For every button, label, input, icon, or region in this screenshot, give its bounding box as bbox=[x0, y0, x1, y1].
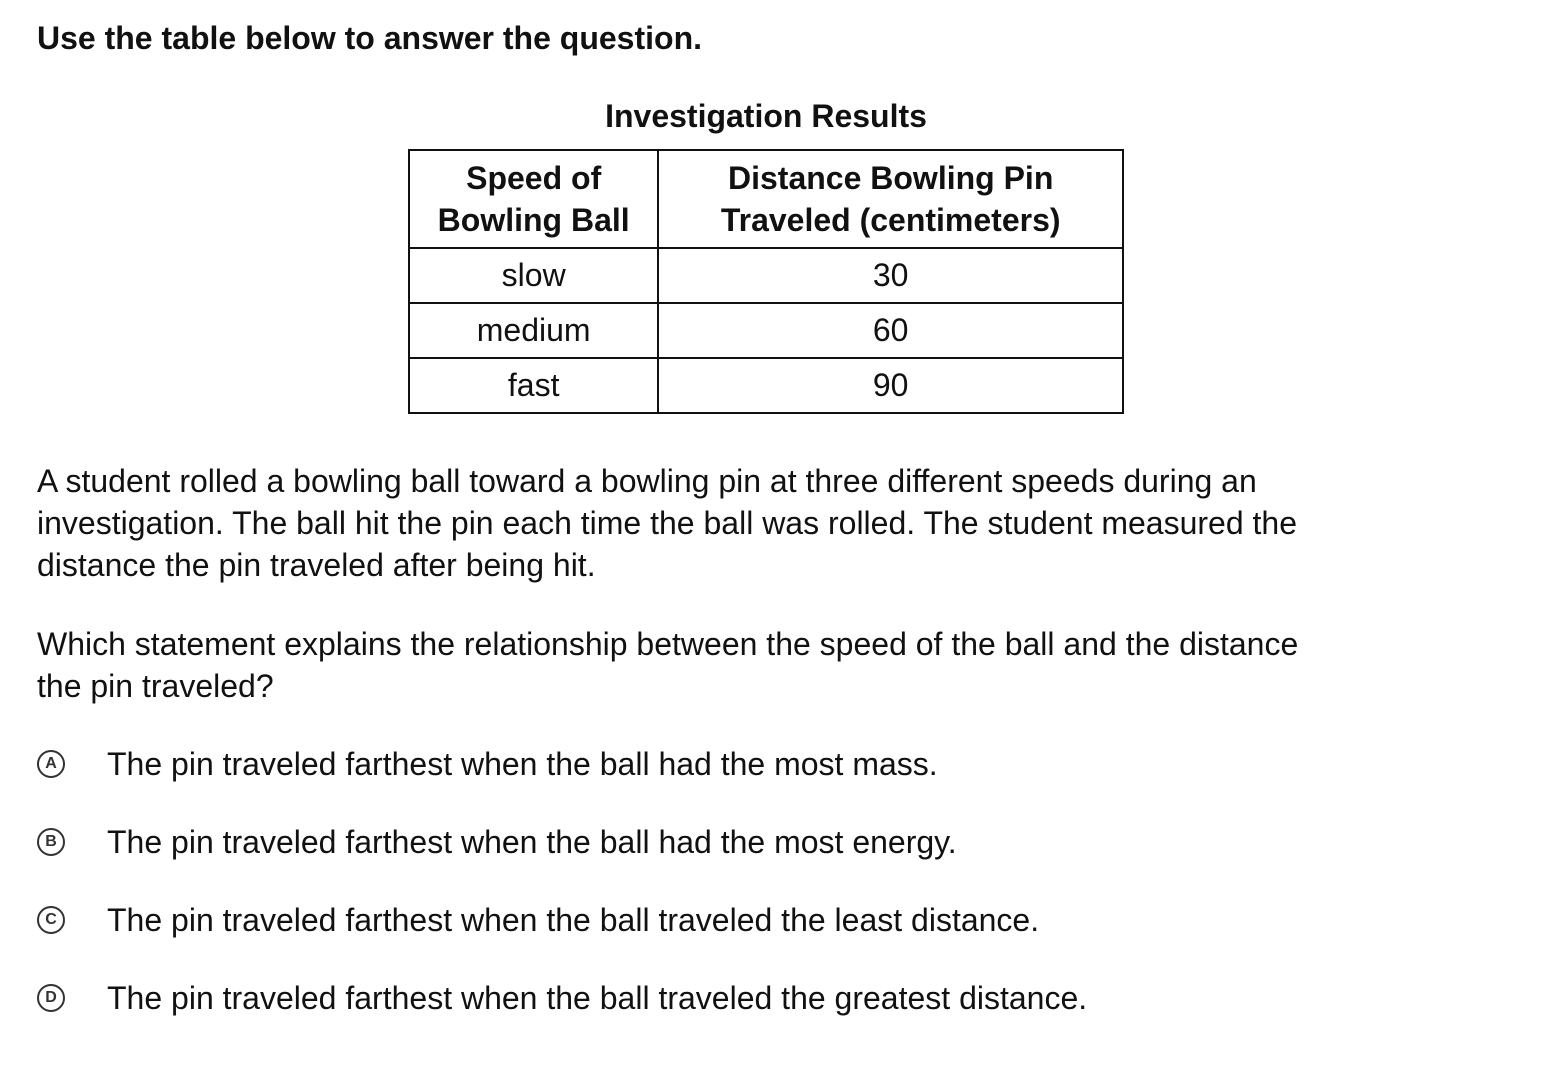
choice-d-text: The pin traveled farthest when the ball traveled the greatest distance. bbox=[107, 979, 1088, 1016]
question-line: Which statement explains the relationship between the speed of the ball and the distance bbox=[37, 626, 1299, 662]
header-distance bbox=[658, 150, 1123, 248]
distance-cell: 30 bbox=[658, 248, 1123, 303]
distance-cell: 90 bbox=[658, 358, 1123, 413]
choice-c[interactable] bbox=[37, 898, 1039, 942]
passage-line: investigation. The ball hit the pin each time the ball was rolled. The student measured the bbox=[37, 505, 1298, 541]
choice-a[interactable] bbox=[37, 742, 938, 786]
choice-b-text: The pin traveled farthest when the ball had the most energy. bbox=[107, 823, 957, 860]
passage-line: distance the pin traveled after being hit. bbox=[37, 547, 596, 583]
passage bbox=[37, 460, 1537, 586]
table-title: Investigation Results bbox=[605, 98, 927, 134]
header-speed bbox=[409, 150, 658, 248]
speed-cell: fast bbox=[409, 358, 658, 413]
choice-a-bubble-icon[interactable]: A bbox=[37, 750, 65, 778]
header-distance-line-2: Traveled (centimeters) bbox=[720, 202, 1061, 238]
choice-b-bubble-icon[interactable]: B bbox=[37, 828, 65, 856]
table-row bbox=[409, 303, 1123, 358]
header-distance-line-1: Distance Bowling Pin bbox=[727, 160, 1054, 196]
choice-b[interactable] bbox=[37, 820, 957, 864]
speed-cell: slow bbox=[409, 248, 658, 303]
speed-cell: medium bbox=[409, 303, 658, 358]
table-row bbox=[409, 358, 1123, 413]
choice-d-bubble-icon[interactable]: D bbox=[37, 984, 65, 1012]
header-speed-line-2: Bowling Ball bbox=[437, 202, 630, 238]
distance-cell: 60 bbox=[658, 303, 1123, 358]
table-header-row bbox=[409, 150, 1123, 248]
question-line: the pin traveled? bbox=[37, 668, 274, 704]
choice-c-bubble-icon[interactable]: C bbox=[37, 906, 65, 934]
question-stem bbox=[37, 623, 1537, 707]
passage-line: A student rolled a bowling ball toward a bowling pin at three different speeds during an bbox=[37, 463, 1257, 499]
choice-d[interactable] bbox=[37, 976, 1087, 1020]
header-speed-line-1: Speed of bbox=[466, 160, 602, 196]
investigation-results-table bbox=[408, 149, 1124, 414]
choice-c-text: The pin traveled farthest when the ball traveled the least distance. bbox=[107, 901, 1040, 938]
table-row bbox=[409, 248, 1123, 303]
choice-a-text: The pin traveled farthest when the ball had the most mass. bbox=[107, 745, 938, 782]
instruction-text: Use the table below to answer the question. bbox=[37, 20, 702, 56]
